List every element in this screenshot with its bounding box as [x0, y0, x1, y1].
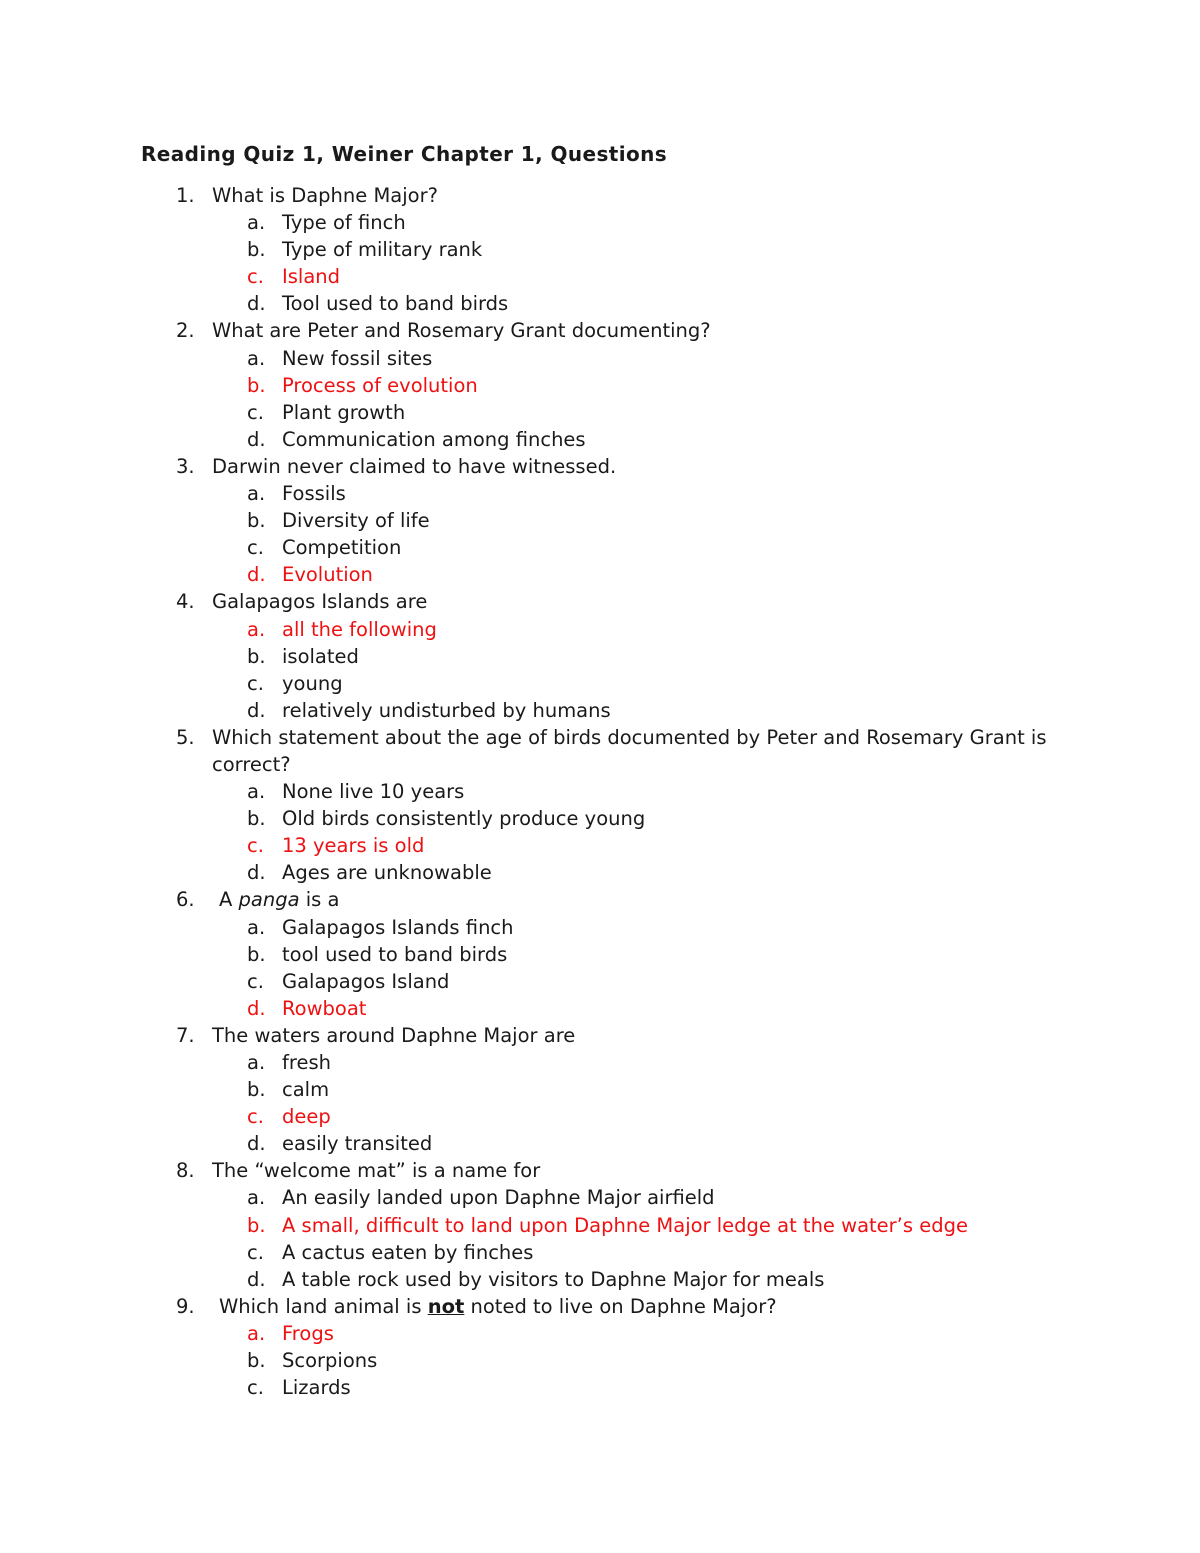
option-letter: b. — [247, 238, 266, 262]
option-letter: d. — [247, 1267, 266, 1291]
option-text: Galapagos Islands finch — [282, 915, 514, 939]
option-letter: b. — [247, 509, 266, 533]
option-b — [212, 236, 1060, 263]
option-letter: a. — [247, 211, 266, 235]
question-text-before: Which land animal is — [219, 1294, 428, 1318]
option-text: Tool used to band birds — [282, 292, 509, 316]
option-list — [212, 1320, 1060, 1401]
question-5 — [0, 724, 1200, 887]
option-b-correct-answer — [212, 1212, 1060, 1239]
option-letter: a. — [247, 1321, 266, 1345]
option-text: An easily landed upon Daphne Major airfield — [282, 1186, 715, 1210]
question-text: Galapagos Islands are — [212, 590, 428, 614]
option-letter: d. — [247, 427, 266, 451]
option-text: 13 years is old — [282, 834, 425, 858]
option-letter: b. — [247, 1078, 266, 1102]
option-letter: b. — [247, 807, 266, 831]
option-letter: c. — [247, 400, 264, 424]
option-letter: a. — [247, 617, 266, 641]
option-text: calm — [282, 1078, 330, 1102]
option-list — [212, 1184, 1060, 1292]
question-1 — [0, 182, 1200, 317]
option-text: young — [282, 671, 343, 695]
option-a — [212, 914, 1060, 941]
option-list — [212, 1049, 1060, 1157]
option-text: Ages are unknowable — [282, 861, 492, 885]
option-text: tool used to band birds — [282, 942, 508, 966]
option-letter: d. — [247, 292, 266, 316]
question-number: 6. — [176, 888, 195, 912]
option-c-correct-answer — [212, 263, 1060, 290]
question-number: 3. — [176, 454, 195, 478]
question-9 — [0, 1293, 1200, 1401]
option-text: Scorpions — [282, 1349, 378, 1373]
question-text-after: noted to live on Daphne Major? — [464, 1294, 777, 1318]
question-number: 1. — [176, 184, 195, 207]
option-text: isolated — [282, 644, 359, 668]
question-6 — [0, 886, 1200, 1021]
question-text: What are Peter and Rosemary Grant documenting? — [212, 319, 711, 343]
option-letter: a. — [247, 1186, 266, 1210]
option-letter: a. — [247, 482, 266, 506]
question-2 — [0, 317, 1200, 452]
question-number: 8. — [176, 1159, 195, 1183]
option-text: Type of military rank — [282, 238, 483, 262]
option-letter: a. — [247, 346, 266, 370]
option-list — [212, 914, 1060, 1022]
option-letter: a. — [247, 780, 266, 804]
option-text: Communication among finches — [282, 427, 586, 451]
option-text: New fossil sites — [282, 346, 433, 370]
option-text: Type of finch — [282, 211, 406, 235]
option-letter: d. — [247, 996, 266, 1020]
option-b — [212, 805, 1060, 832]
question-list — [0, 182, 1200, 1401]
option-c — [212, 1374, 1060, 1401]
option-a — [212, 209, 1060, 236]
question-text — [212, 1293, 1060, 1320]
question-text: Darwin never claimed to have witnessed. — [212, 454, 617, 478]
option-d — [212, 697, 1060, 724]
question-8 — [0, 1157, 1200, 1292]
option-b — [212, 1076, 1060, 1103]
option-letter: a. — [247, 915, 266, 939]
option-b — [212, 507, 1060, 534]
question-number: 7. — [176, 1023, 195, 1047]
option-text: Island — [282, 265, 341, 289]
option-list — [212, 778, 1060, 886]
option-text: Frogs — [282, 1321, 334, 1345]
option-text: A cactus eaten by finches — [282, 1240, 534, 1264]
option-a — [212, 1049, 1060, 1076]
option-text: A table rock used by visitors to Daphne Major for meals — [282, 1267, 825, 1291]
option-text: Process of evolution — [282, 373, 478, 397]
option-text: Evolution — [282, 563, 373, 587]
option-a — [212, 480, 1060, 507]
question-text-before: A — [219, 888, 239, 912]
option-d — [212, 426, 1060, 453]
option-list — [212, 480, 1060, 588]
option-letter: b. — [247, 373, 266, 397]
question-3 — [0, 453, 1200, 588]
question-text: What is Daphne Major? — [212, 184, 438, 207]
question-text-emphasis: panga — [238, 888, 300, 912]
option-letter: d. — [247, 861, 266, 885]
option-text: Old birds consistently produce young — [282, 807, 646, 831]
option-list — [212, 616, 1060, 724]
option-c-correct-answer — [212, 1103, 1060, 1130]
option-letter: c. — [247, 671, 264, 695]
question-text: Which statement about the age of birds documented by Peter and Rosemary Grant is correct? — [212, 725, 1047, 776]
question-number: 9. — [176, 1294, 195, 1318]
option-letter: d. — [247, 1132, 266, 1156]
option-c — [212, 1239, 1060, 1266]
option-letter: c. — [247, 536, 264, 560]
question-text-after: is a — [299, 888, 340, 912]
option-text: None live 10 years — [282, 780, 465, 804]
option-text: Plant growth — [282, 400, 406, 424]
question-number: 4. — [176, 590, 195, 614]
option-b — [212, 643, 1060, 670]
option-letter: c. — [247, 265, 264, 289]
option-text: A small, difficult to land upon Daphne Major ledge at the water’s edge — [282, 1213, 968, 1237]
option-text: Galapagos Island — [282, 969, 450, 993]
option-d — [212, 1130, 1060, 1157]
question-number: 2. — [176, 319, 195, 343]
option-text: relatively undisturbed by humans — [282, 698, 611, 722]
question-text-emphasis: not — [427, 1294, 465, 1318]
question-text — [212, 886, 1060, 913]
option-d-correct-answer — [212, 561, 1060, 588]
option-b — [212, 1347, 1060, 1374]
option-text: all the following — [282, 617, 437, 641]
option-text: fresh — [282, 1051, 331, 1074]
option-letter: b. — [247, 942, 266, 966]
option-text: easily transited — [282, 1132, 433, 1156]
option-a — [212, 345, 1060, 372]
option-text: Competition — [282, 536, 402, 560]
option-c — [212, 534, 1060, 561]
option-letter: b. — [247, 1349, 266, 1373]
option-text: Diversity of life — [282, 509, 430, 533]
option-a-correct-answer — [212, 616, 1060, 643]
option-b-correct-answer — [212, 372, 1060, 399]
option-d-correct-answer — [212, 995, 1060, 1022]
option-letter: a. — [247, 1051, 266, 1074]
option-letter: b. — [247, 1213, 266, 1237]
option-letter: b. — [247, 644, 266, 668]
option-letter: d. — [247, 698, 266, 722]
option-letter: c. — [247, 834, 264, 858]
option-d — [212, 1266, 1060, 1293]
option-d — [212, 859, 1060, 886]
option-list — [212, 345, 1060, 453]
option-letter: c. — [247, 969, 264, 993]
option-a — [212, 778, 1060, 805]
option-c-correct-answer — [212, 832, 1060, 859]
question-text: The “welcome mat” is a name for — [212, 1159, 541, 1183]
question-7 — [0, 1022, 1200, 1157]
option-letter: c. — [247, 1240, 264, 1264]
option-text: Lizards — [282, 1376, 351, 1400]
option-letter: c. — [247, 1105, 264, 1129]
option-a — [212, 1184, 1060, 1211]
option-a-correct-answer — [212, 1320, 1060, 1347]
question-4 — [0, 588, 1200, 723]
option-c — [212, 968, 1060, 995]
option-letter: d. — [247, 563, 266, 587]
option-c — [212, 399, 1060, 426]
option-letter: c. — [247, 1376, 264, 1400]
question-text: The waters around Daphne Major are — [212, 1023, 576, 1047]
option-b — [212, 941, 1060, 968]
page-title: Reading Quiz 1, Weiner Chapter 1, Questions — [141, 142, 668, 166]
option-text: Fossils — [282, 482, 346, 506]
option-text: Rowboat — [282, 996, 367, 1020]
option-text: deep — [282, 1105, 331, 1129]
option-c — [212, 670, 1060, 697]
option-list — [212, 209, 1060, 317]
option-d — [212, 290, 1060, 317]
question-number: 5. — [176, 725, 195, 749]
